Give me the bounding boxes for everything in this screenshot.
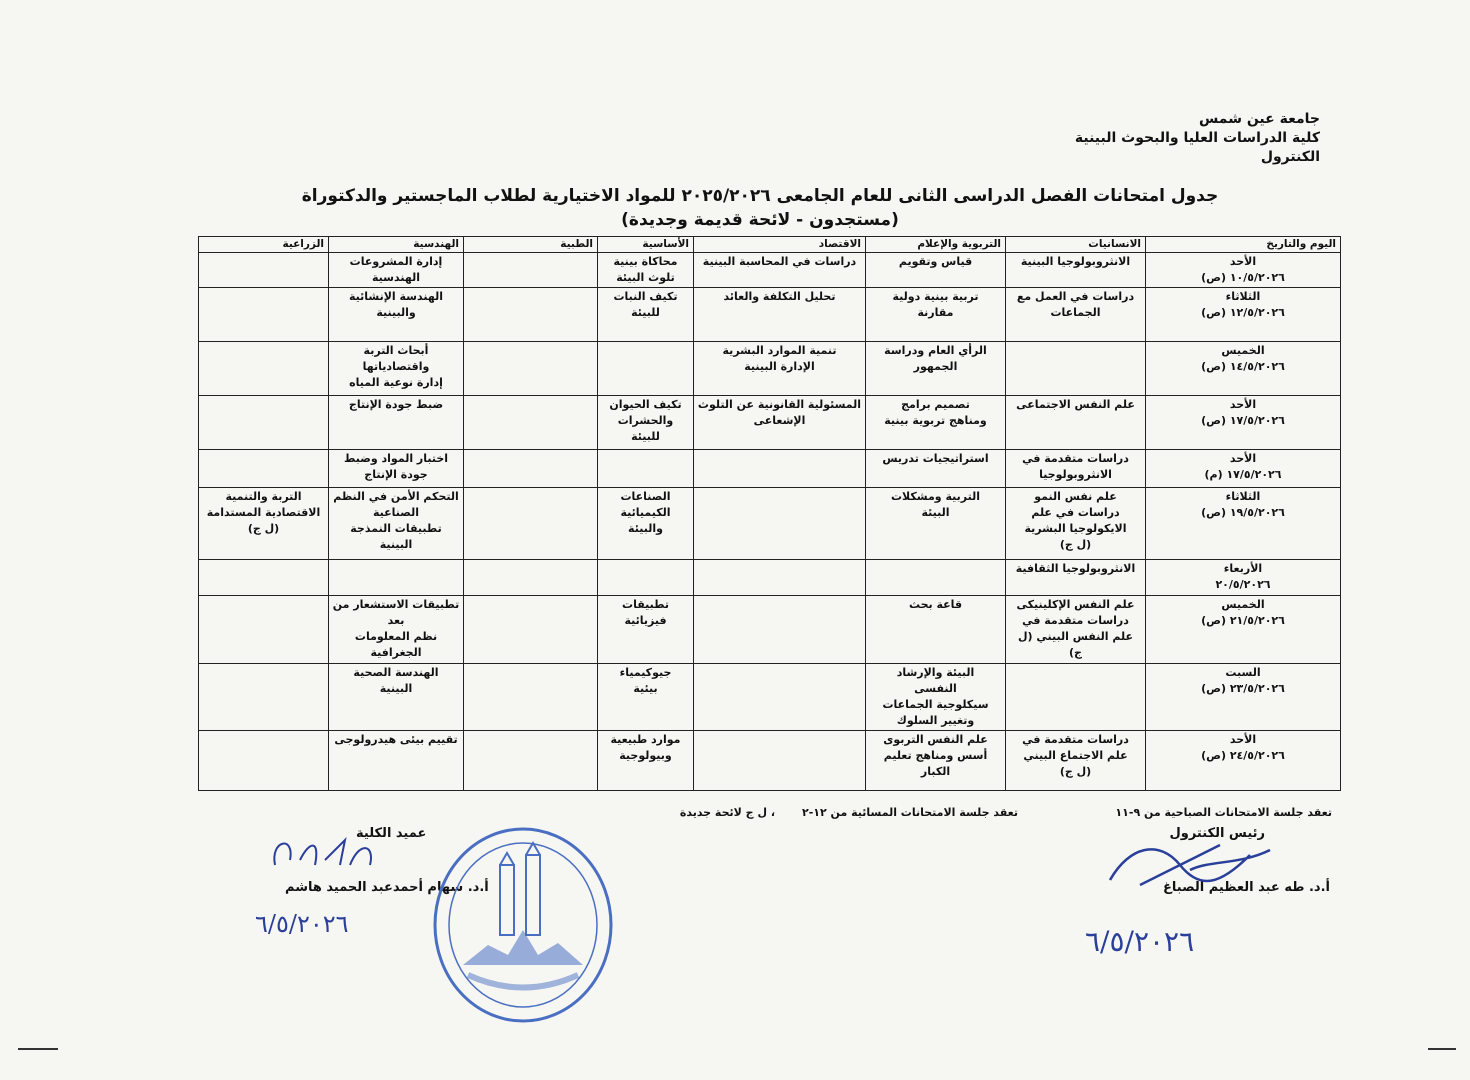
dean-signature xyxy=(265,830,385,880)
table-row xyxy=(199,253,1341,288)
dean-date: ٦/٥/٢٠٢٦ xyxy=(255,910,349,938)
subject-cell: تكيف الحيوان والحشرات للبيئة xyxy=(598,396,694,450)
subject-cell: جيوكيمياء بيئية xyxy=(598,664,694,731)
scan-edge-right xyxy=(1428,1048,1456,1050)
subject-cell: اختبار المواد وضبط جودة الإنتاج xyxy=(329,450,464,488)
subject-cell: الصناعات الكيميائية والبيئة xyxy=(598,488,694,560)
evening-session-note: تعقد جلسة الامتحانات المسائية من ١٢-٢ xyxy=(801,806,1018,819)
day-date-cell: السبت ٢٣/٥/٢٠٢٦ (ص) xyxy=(1146,664,1341,731)
morning-session-note: تعقد جلسة الامتحانات الصباحية من ٩-١١ xyxy=(1115,806,1332,819)
column-header: الطبية xyxy=(464,237,598,253)
subject-cell xyxy=(199,396,329,450)
subject-cell: الانثروبولوجيا الثقافية xyxy=(1006,560,1146,596)
table-row xyxy=(199,730,1341,790)
control-head-title: رئيس الكنترول xyxy=(1169,826,1265,841)
subject-cell: تكيف النبات للبيئة xyxy=(598,288,694,342)
dean-name: أ.د. سهام أحمدعبد الحميد هاشم xyxy=(285,880,489,895)
subject-cell xyxy=(464,342,598,396)
control-head-date: ٦/٥/٢٠٢٦ xyxy=(1085,925,1195,958)
subject-cell: تطبيقات فيزيائية xyxy=(598,596,694,664)
subject-cell xyxy=(199,730,329,790)
table-row xyxy=(199,450,1341,488)
table-row xyxy=(199,664,1341,731)
subject-cell xyxy=(694,560,866,596)
document-subtitle: (مستجدون - لائحة قديمة وجديدة) xyxy=(621,210,899,230)
subject-cell xyxy=(464,450,598,488)
subject-cell xyxy=(598,342,694,396)
column-header: الهندسية xyxy=(329,237,464,253)
subject-cell: موارد طبيعية وبيولوجية xyxy=(598,730,694,790)
subject-cell: المسئولية القانونية عن التلوث الإشعاعى xyxy=(694,396,866,450)
subject-cell xyxy=(694,730,866,790)
faculty-stamp xyxy=(428,825,618,1025)
subject-cell xyxy=(694,596,866,664)
subject-cell: علم النفس الإكلينيكى دراسات متقدمة في علم النفس البيني (ل ج) xyxy=(1006,596,1146,664)
subject-cell: قاعة بحث xyxy=(866,596,1006,664)
subject-cell xyxy=(694,488,866,560)
subject-cell: تربية بينية دولية مقارنة xyxy=(866,288,1006,342)
column-header: الانسانيات xyxy=(1006,237,1146,253)
table-header-row xyxy=(199,237,1341,253)
department-name: الكنترول xyxy=(1260,148,1320,165)
column-header: التربوية والإعلام xyxy=(866,237,1006,253)
table-row xyxy=(199,488,1341,560)
subject-cell xyxy=(199,596,329,664)
subject-cell: تصميم برامج ومناهج تربوية بينية xyxy=(866,396,1006,450)
subject-cell xyxy=(464,288,598,342)
scan-edge-left xyxy=(18,1048,58,1050)
subject-cell: علم النفس الاجتماعى xyxy=(1006,396,1146,450)
subject-cell: تنمية الموارد البشرية الإدارة البينية xyxy=(694,342,866,396)
exam-schedule-table xyxy=(198,236,1341,791)
column-header: اليوم والتاريخ xyxy=(1146,237,1341,253)
subject-cell xyxy=(199,560,329,596)
subject-cell: التربة والتنمية الاقتصادية المستدامة (ل ج) xyxy=(199,488,329,560)
subject-cell: دراسات في العمل مع الجماعات xyxy=(1006,288,1146,342)
subject-cell: الهندسة الصحية البينية xyxy=(329,664,464,731)
subject-cell xyxy=(464,596,598,664)
subject-cell xyxy=(464,560,598,596)
subject-cell: دراسات متقدمة في الانثروبولوجيا xyxy=(1006,450,1146,488)
day-date-cell: الأربعاء ٢٠/٥/٢٠٢٦ xyxy=(1146,560,1341,596)
subject-cell: قياس وتقويم xyxy=(866,253,1006,288)
subject-cell xyxy=(598,560,694,596)
column-header: الاقتصاد xyxy=(694,237,866,253)
subject-cell: تقييم بيئى هيدرولوجى xyxy=(329,730,464,790)
subject-cell xyxy=(329,560,464,596)
university-name: جامعة عين شمس xyxy=(1199,111,1320,127)
column-header: الأساسية xyxy=(598,237,694,253)
day-date-cell: الثلاثاء ١٩/٥/٢٠٢٦ (ص) xyxy=(1146,488,1341,560)
subject-cell: محاكاة بينية تلوث البيئة xyxy=(598,253,694,288)
dean-title: عميد الكلية xyxy=(356,826,427,841)
day-date-cell: الخميس ٢١/٥/٢٠٢٦ (ص) xyxy=(1146,596,1341,664)
legend-note: ، ل ج لائحة جديدة xyxy=(679,806,775,819)
subject-cell xyxy=(464,488,598,560)
subject-cell: دراسات متقدمة في علم الاجتماع البيني (ل ج) xyxy=(1006,730,1146,790)
day-date-cell: الخميس ١٤/٥/٢٠٢٦ (ص) xyxy=(1146,342,1341,396)
subject-cell xyxy=(694,450,866,488)
subject-cell xyxy=(1006,664,1146,731)
day-date-cell: الأحد ١٠/٥/٢٠٢٦ (ص) xyxy=(1146,253,1341,288)
day-date-cell: الأحد ١٧/٥/٢٠٢٦ (م) xyxy=(1146,450,1341,488)
subject-cell: علم النفس التربوى أسس ومناهج تعليم الكبار xyxy=(866,730,1006,790)
faculty-name: كلية الدراسات العليا والبحوث البينية xyxy=(1074,129,1320,146)
table-row xyxy=(199,596,1341,664)
day-date-cell: الأحد ٢٤/٥/٢٠٢٦ (ص) xyxy=(1146,730,1341,790)
subject-cell: أبحاث التربة واقتصادياتها إدارة نوعية المياه xyxy=(329,342,464,396)
subject-cell xyxy=(464,253,598,288)
subject-cell xyxy=(866,560,1006,596)
column-header: الزراعية xyxy=(199,237,329,253)
day-date-cell: الأحد ١٧/٥/٢٠٢٦ (ص) xyxy=(1146,396,1341,450)
subject-cell: ضبط جودة الإنتاج xyxy=(329,396,464,450)
subject-cell: إدارة المشروعات الهندسية xyxy=(329,253,464,288)
subject-cell: دراسات في المحاسبة البينية xyxy=(694,253,866,288)
subject-cell: الانثروبولوجيا البينية xyxy=(1006,253,1146,288)
subject-cell: علم نفس النمو دراسات في علم الايكولوجيا البشرية (ل ج) xyxy=(1006,488,1146,560)
subject-cell xyxy=(199,253,329,288)
document-title: جدول امتحانات الفصل الدراسى الثانى للعام الجامعى ٢٠٢٥/٢٠٢٦ للمواد الاختيارية لطلاب الماجستير والدكتوراة xyxy=(301,186,1219,206)
subject-cell: التحكم الأمن في النظم الصناعية تطبيقات النمذجة البينية xyxy=(329,488,464,560)
table-row xyxy=(199,560,1341,596)
subject-cell xyxy=(464,730,598,790)
subject-cell: تحليل التكلفة والعائد xyxy=(694,288,866,342)
subject-cell xyxy=(1006,342,1146,396)
subject-cell: الهندسة الإنشائية والبينية xyxy=(329,288,464,342)
table-row xyxy=(199,396,1341,450)
day-date-cell: الثلاثاء ١٢/٥/٢٠٢٦ (ص) xyxy=(1146,288,1341,342)
subject-cell xyxy=(464,664,598,731)
subject-cell xyxy=(464,396,598,450)
letterhead xyxy=(1075,110,1320,167)
subject-cell xyxy=(199,288,329,342)
control-head-signature xyxy=(1100,825,1280,905)
subject-cell xyxy=(598,450,694,488)
table-row xyxy=(199,342,1341,396)
control-head-name: أ.د. طه عبد العظيم الصباغ xyxy=(1163,880,1330,895)
subject-cell: الرأي العام ودراسة الجمهور xyxy=(866,342,1006,396)
table-row xyxy=(199,288,1341,342)
subject-cell xyxy=(199,664,329,731)
subject-cell xyxy=(199,450,329,488)
subject-cell: تطبيقات الاستشعار من بعد نظم المعلومات الجغرافية xyxy=(329,596,464,664)
subject-cell: البيئة والإرشاد النفسى سيكلوجية الجماعات وتغيير السلوك xyxy=(866,664,1006,731)
subject-cell: التربية ومشكلات البيئة xyxy=(866,488,1006,560)
subject-cell xyxy=(694,664,866,731)
subject-cell xyxy=(199,342,329,396)
subject-cell: استراتيجيات تدريس xyxy=(866,450,1006,488)
